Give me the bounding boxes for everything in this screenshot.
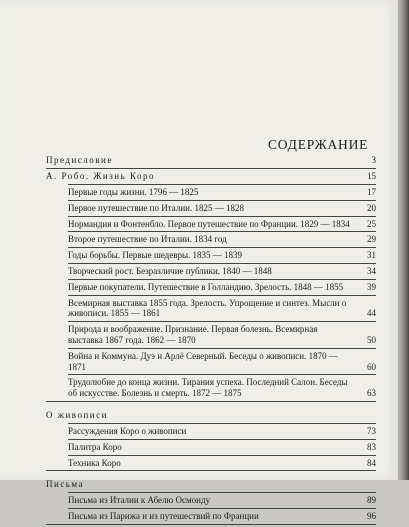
divider [46,524,376,525]
toc-entry-title: Всемирная выставка 1855 года. Зрелость. Упрощение и синтез. Мысли о живописи. 1855 — 1861 [68,297,347,319]
toc-entry-title: Техника Коро [68,457,121,468]
toc-page-number: 25 [367,218,376,229]
toc-page-number: 83 [367,441,376,452]
toc-page-number: 63 [367,388,376,399]
toc-entry [46,442,376,453]
toc-entry [46,324,376,346]
toc-entry-title: Нормандия и Фонтенбло. Первое путешествие по Франции. 1829 — 1834 [68,218,350,229]
toc-entry [46,187,376,198]
divider [68,184,376,185]
toc-entry-title: Рассуждения Коро о живописи [68,425,187,436]
toc-page-number: 73 [367,425,376,436]
toc-entry [46,219,376,230]
table-of-contents [46,155,376,527]
page-title: СОДЕРЖАНИЕ [268,137,369,152]
toc-entry [46,511,376,522]
divider [68,374,376,375]
toc-entry-title: Творческий рост. Безразличие публики. 1840 — 1848 [68,265,272,276]
toc-section-title: Предисловие [46,155,113,165]
divider [46,401,376,402]
toc-entry [46,458,376,469]
divider [68,321,376,322]
toc-entry-title: Письма из Италии к Абелю Осмонду [68,495,211,506]
toc-entry-title: Природа и воображение. Признание. Первая болезнь. Всемирная выставка 1867 года. 1862 — 1870 [68,324,318,345]
divider [68,231,376,232]
toc-section-title: А. Робо. Жизнь Коро [46,171,156,181]
toc-page-number: 31 [367,250,376,261]
toc-page-number: 96 [367,511,376,522]
toc-entry [46,250,376,261]
divider [68,279,376,280]
toc-entry [46,234,376,245]
toc-entry [46,426,376,437]
toc-entry [46,266,376,277]
toc-section-preface [46,155,376,166]
divider [68,508,376,509]
toc-entry [46,298,376,320]
toc-page-number: 3 [371,155,376,165]
divider [46,470,376,471]
toc-section-painting [46,410,376,421]
divider [46,168,376,169]
page-edge [398,0,409,480]
toc-entry-title: Первое путешествие по Италии. 1825 — 1828 [68,202,244,213]
toc-entry [46,282,376,293]
toc-entry [46,351,376,373]
divider [68,247,376,248]
toc-entry-title: Письма из Парижа и из путешествий по Франции [68,511,259,522]
divider [68,455,376,456]
divider [68,200,376,201]
toc-section-title: О живописи [46,409,108,420]
toc-page-number: 89 [367,495,376,506]
toc-page-number: 50 [367,334,376,345]
toc-page-number: 15 [367,171,376,181]
toc-entry-title: Годы борьбы. Первые шедевры. 1835 — 1839 [68,250,243,261]
toc-section-title: Письма [46,479,85,490]
toc-entry-title: Трудолюбие до конца жизни. Тирания успеха. Последний Салон. Беседы об искусстве. Болезнь и смерть. 1872 — 1875 [68,377,348,399]
divider [68,263,376,264]
divider [68,492,376,493]
toc-entry-title: Война и Коммуна. Дуэ и Арлё Северный. Беседы о живописи. 1870 — 1871 [68,350,338,372]
toc-page-number: 44 [367,308,376,319]
divider [68,423,376,424]
divider [68,348,376,349]
divider [68,439,376,440]
toc-section-life [46,171,376,182]
toc-entry [46,495,376,506]
divider [68,216,376,217]
toc-page-number: 17 [367,187,376,197]
toc-entry [46,377,376,399]
toc-entry-title: Первые годы жизни. 1796 — 1825 [68,187,199,197]
toc-section-letters [46,479,376,490]
toc-page-number: 20 [367,202,376,213]
toc-page-number: 39 [367,281,376,292]
toc-page-number: 29 [367,234,376,245]
toc-entry-title: Палитра Коро [68,441,122,452]
toc-page-number: 34 [367,265,376,276]
toc-page-number: 84 [367,457,376,468]
toc-page-number: 60 [367,361,376,372]
divider [68,295,376,296]
toc-entry [46,203,376,214]
toc-entry-title: Первые покупатели. Путешествие в Голландию. Зрелость. 1848 — 1855 [68,281,344,292]
toc-entry-title: Второе путешествие по Италии. 1834 год [68,234,227,245]
